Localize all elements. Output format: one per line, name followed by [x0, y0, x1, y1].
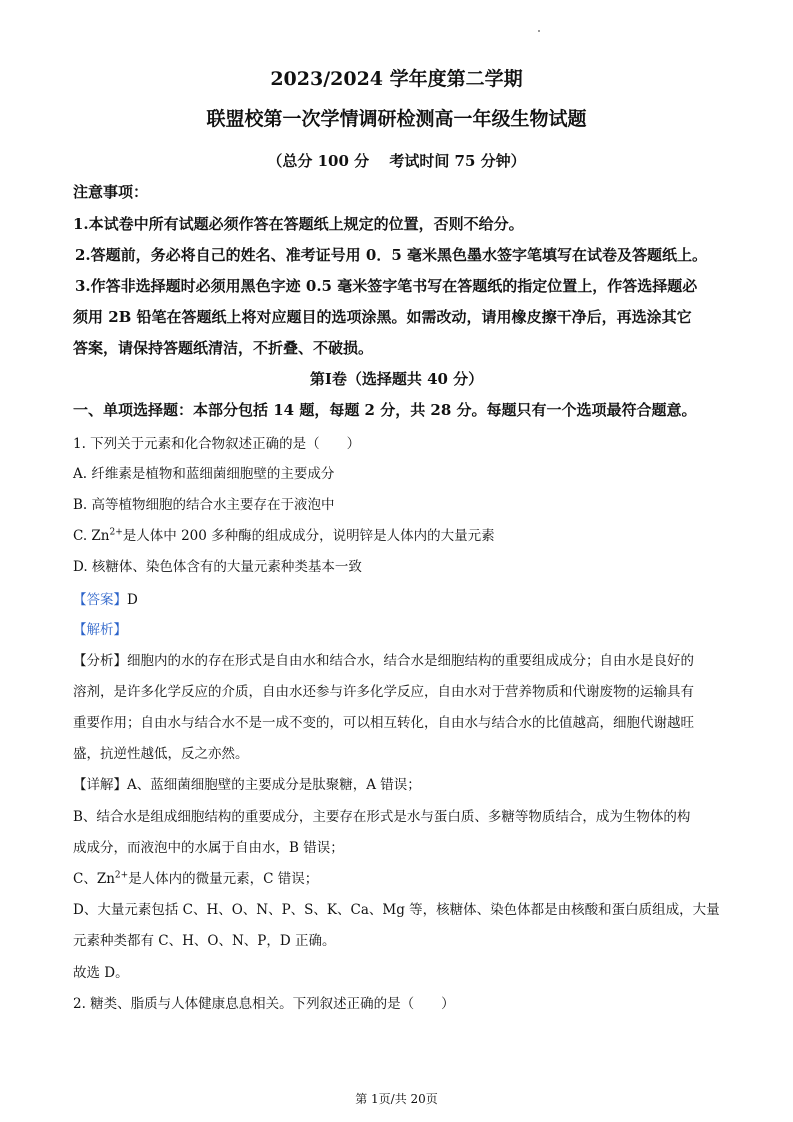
notice-line-2: 2.答题前，务必将自己的姓名、准考证号用 0．5 毫米黑色墨水签字笔填写在试卷及答题纸上。 — [75, 246, 707, 264]
xj4-sup: 2+ — [114, 870, 129, 881]
q1-option-a: A. 纤维素是植物和蓝细菌细胞壁的主要成分 — [73, 466, 335, 482]
q1-option-d: D. 核糖体、染色体含有的大量元素种类基本一致 — [73, 559, 362, 575]
analysis-tag: 【解析】 — [73, 622, 127, 638]
xiangjie-line-1 — [73, 773, 421, 793]
fenxi-line-3: 重要作用；自由水与结合水不是一成不变的，可以相互转化，自由水与结合水的比值越高，细胞代谢越旺 — [73, 715, 694, 731]
section-title: 一、单项选择题：本部分包括 14 题，每题 2 分，共 28 分。每题只有一个选项最符合题意。 — [73, 401, 697, 419]
fenxi-tag: 【分析】 — [73, 653, 127, 669]
exam-score-time: （总分 100 分 考试时间 75 分钟） — [267, 152, 526, 170]
notice-line-5: 答案，请保持答题纸清洁，不折叠、不破损。 — [73, 339, 374, 357]
answer-tag: 【答案】 — [73, 592, 127, 608]
q1-option-c-rest: 是人体中 200 多种酶的组成成分，说明锌是人体内的大量元素 — [122, 528, 495, 544]
exam-title-main: 联盟校第一次学情调研检测高一年级生物试题 — [206, 108, 587, 130]
xj4-rest: 是人体内的微量元素，C 错误； — [128, 871, 319, 887]
xj4-prefix: C、Zn — [73, 871, 115, 887]
xiangjie-line-4 — [73, 867, 318, 887]
volume-title: 第Ⅰ卷（选择题共 40 分） — [309, 370, 484, 388]
notice-line-3: 3.作答非选择题时必须用黑色字迹 0.5 毫米签字笔书写在答题纸的指定位置上，作答选择题必 — [75, 277, 698, 295]
notice-line-4: 须用 2B 铅笔在答题纸上将对应题目的选项涂黑。如需改动，请用橡皮擦干净后，再选涂其它 — [73, 308, 692, 326]
q1-conclusion: 故选 D。 — [73, 965, 129, 981]
answer-value: D — [127, 592, 138, 608]
notice-heading: 注意事项： — [73, 183, 149, 201]
xiangjie-text-1: A、蓝细菌细胞壁的主要成分是肽聚糖，A 错误； — [127, 777, 421, 793]
q1-option-c-sup: 2+ — [109, 527, 123, 538]
q2-stem: 2. 糖类、脂质与人体健康息息相关。下列叙述正确的是（ ） — [73, 996, 455, 1012]
fenxi-text-1: 细胞内的水的存在形式是自由水和结合水，结合水是细胞结构的重要组成成分；自由水是良好的 — [127, 653, 694, 669]
fenxi-line-4: 盛，抗逆性越低，反之亦然。 — [73, 746, 249, 762]
page-number: 第 1页/共 20页 — [355, 1092, 438, 1106]
xiangjie-line-3: 成成分，而液泡中的水属于自由水，B 错误； — [73, 840, 344, 856]
q1-stem: 1. 下列关于元素和化合物叙述正确的是（ ） — [73, 436, 361, 452]
q1-option-c — [73, 524, 495, 544]
q1-answer — [73, 588, 138, 608]
q1-option-c-prefix: C. Zn — [73, 528, 110, 544]
xiangjie-line-2: B、结合水是组成细胞结构的重要成分，主要存在形式是水与蛋白质、多糖等物质结合，成为生物体的构 — [73, 809, 691, 825]
fenxi-line-1 — [73, 649, 694, 669]
notice-line-1: 1.本试卷中所有试题必须作答在答题纸上规定的位置，否则不给分。 — [73, 215, 524, 233]
xiangjie-line-6: 元素种类都有 C、H、O、N、P，D 正确。 — [73, 933, 336, 949]
scan-mark — [538, 30, 540, 32]
xiangjie-line-5: D、大量元素包括 C、H、O、N、P、S、K、Ca、Mg 等，核糖体、染色体都是由核酸和蛋白质组成，大量 — [73, 902, 720, 918]
fenxi-line-2: 溶剂，是许多化学反应的介质，自由水还参与许多化学反应，自由水对于营养物质和代谢废物的运输具有 — [73, 684, 694, 700]
exam-title-term: 2023/2024 学年度第二学期 — [270, 68, 523, 90]
xiangjie-tag: 【详解】 — [73, 777, 127, 793]
q1-option-b: B. 高等植物细胞的结合水主要存在于液泡中 — [73, 497, 335, 513]
